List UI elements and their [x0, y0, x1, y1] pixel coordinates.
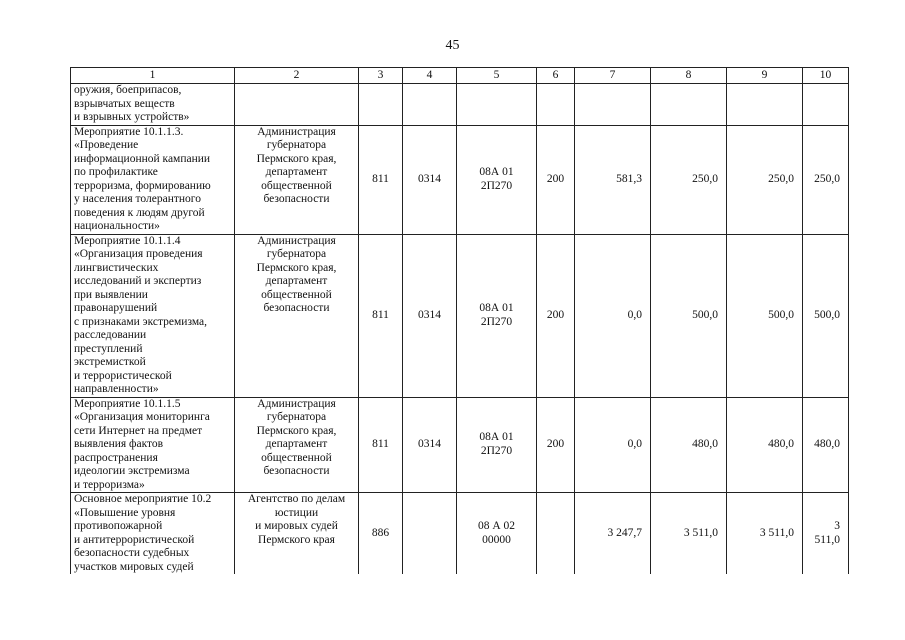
column-header: 10 — [803, 68, 849, 84]
column-header: 1 — [71, 68, 235, 84]
activity-name-cell: Мероприятие 10.1.1.4 «Организация проведения лингвистических исследований и экспертиз при выявлении правонарушений с признаками экстремизма, расследовании преступлений экстремисткой и террористической направленности» — [71, 234, 235, 397]
amount-col9-cell: 500,0 — [727, 234, 803, 397]
activity-name-cell: Мероприятие 10.1.1.5 «Организация мониторинга сети Интернет на предмет выявления фактов распространения идеологии экстремизма и терроризма» — [71, 397, 235, 493]
column-header: 8 — [651, 68, 727, 84]
executor-cell: Агентство по делам юстиции и мировых судей Пермского края — [235, 493, 359, 575]
amount-col9-cell: 480,0 — [727, 397, 803, 493]
column-header: 6 — [537, 68, 575, 84]
table-row — [71, 493, 849, 575]
ministry-code-cell: 886 — [359, 493, 403, 575]
section-code-cell — [403, 493, 457, 575]
ministry-code-cell — [359, 84, 403, 126]
executor-cell — [235, 84, 359, 126]
header-row — [71, 68, 849, 84]
expense-type-cell: 200 — [537, 125, 575, 234]
target-article-cell: 08А 01 2П270 — [457, 234, 537, 397]
executor-cell: Администрация губернатора Пермского края, департамент общественной безопасности — [235, 397, 359, 493]
column-header: 3 — [359, 68, 403, 84]
column-header: 9 — [727, 68, 803, 84]
target-article-cell — [457, 84, 537, 126]
ministry-code-cell: 811 — [359, 125, 403, 234]
amount-col10-cell: 250,0 — [803, 125, 849, 234]
expense-type-cell — [537, 493, 575, 575]
ministry-code-cell: 811 — [359, 397, 403, 493]
amount-col9-cell — [727, 84, 803, 126]
activity-name-cell: оружия, боеприпасов, взрывчатых веществ и взрывных устройств» — [71, 84, 235, 126]
table-row — [71, 125, 849, 234]
amount-col10-cell: 500,0 — [803, 234, 849, 397]
table-row — [71, 397, 849, 493]
amount-col9-cell: 3 511,0 — [727, 493, 803, 575]
page-number: 45 — [445, 38, 460, 53]
executor-cell: Администрация губернатора Пермского края, департамент общественной безопасности — [235, 125, 359, 234]
amount-col7-cell: 3 247,7 — [575, 493, 651, 575]
ministry-code-cell: 811 — [359, 234, 403, 397]
column-header: 2 — [235, 68, 359, 84]
table-row — [71, 234, 849, 397]
amount-col8-cell: 250,0 — [651, 125, 727, 234]
expense-type-cell: 200 — [537, 397, 575, 493]
activity-name-cell: Основное мероприятие 10.2 «Повышение уровня противопожарной и антитеррористической безопасности судебных участков мировых судей — [71, 493, 235, 575]
amount-col10-cell: 480,0 — [803, 397, 849, 493]
amount-col10-cell: 3 511,0 — [803, 493, 849, 575]
amount-col7-cell: 0,0 — [575, 234, 651, 397]
section-code-cell — [403, 84, 457, 126]
amount-col7-cell: 581,3 — [575, 125, 651, 234]
amount-col8-cell: 480,0 — [651, 397, 727, 493]
section-code-cell: 0314 — [403, 234, 457, 397]
amount-col8-cell: 3 511,0 — [651, 493, 727, 575]
column-header: 5 — [457, 68, 537, 84]
column-header: 4 — [403, 68, 457, 84]
amount-col8-cell: 500,0 — [651, 234, 727, 397]
expense-type-cell — [537, 84, 575, 126]
target-article-cell: 08А 01 2П270 — [457, 125, 537, 234]
executor-cell: Администрация губернатора Пермского края, департамент общественной безопасности — [235, 234, 359, 397]
amount-col7-cell: 0,0 — [575, 397, 651, 493]
budget-table — [70, 67, 849, 574]
amount-col10-cell — [803, 84, 849, 126]
activity-name-cell: Мероприятие 10.1.1.3. «Проведение информационной кампании по профилактике терроризма, формированию у населения толерантного поведения к людям другой национальности» — [71, 125, 235, 234]
table-row — [71, 84, 849, 126]
amount-col7-cell — [575, 84, 651, 126]
section-code-cell: 0314 — [403, 397, 457, 493]
expense-type-cell: 200 — [537, 234, 575, 397]
amount-col9-cell: 250,0 — [727, 125, 803, 234]
target-article-cell: 08 А 02 00000 — [457, 493, 537, 575]
target-article-cell: 08А 01 2П270 — [457, 397, 537, 493]
amount-col8-cell — [651, 84, 727, 126]
column-header: 7 — [575, 68, 651, 84]
section-code-cell: 0314 — [403, 125, 457, 234]
